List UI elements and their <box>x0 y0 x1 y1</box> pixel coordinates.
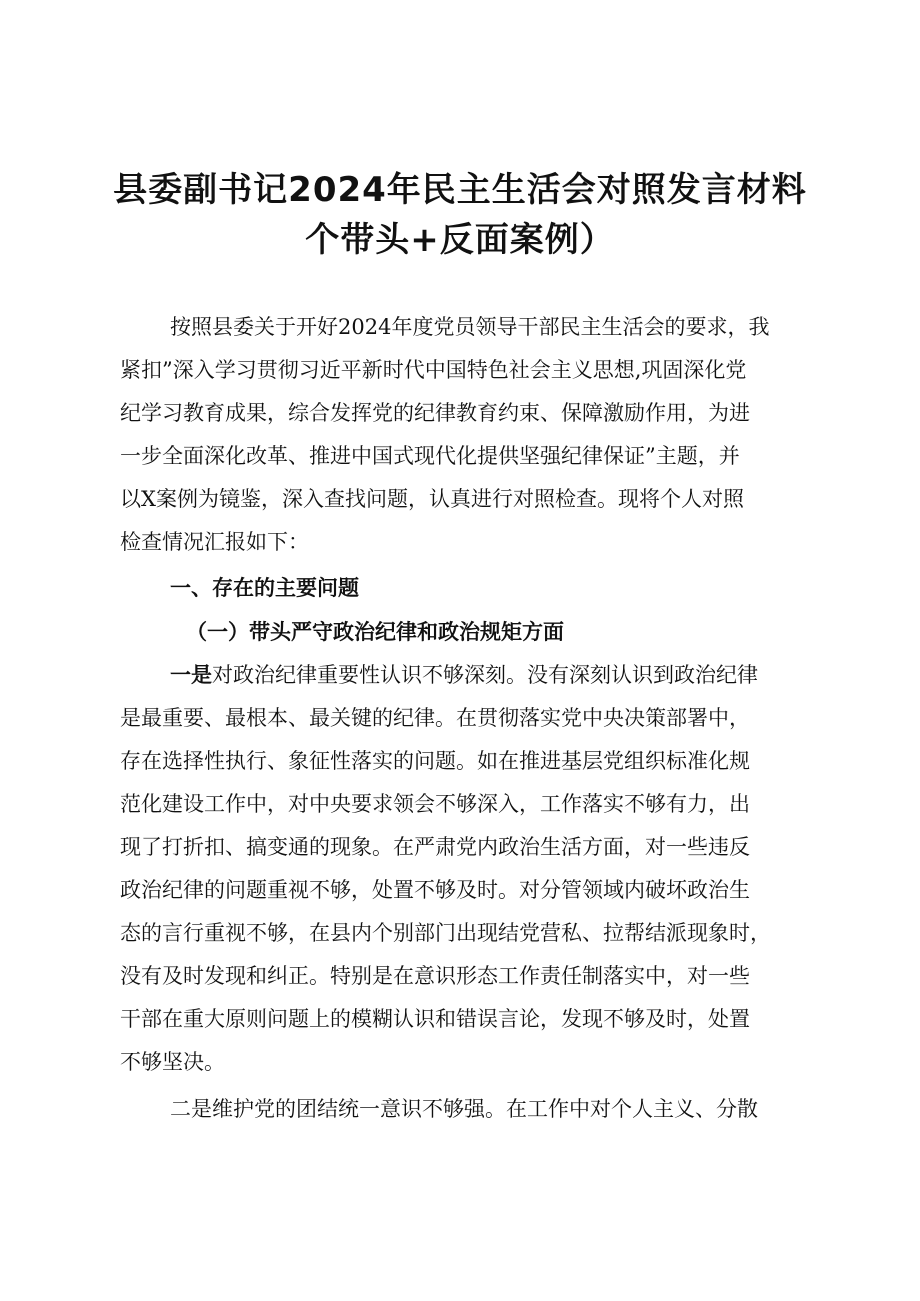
intro-line: 检查情况汇报如下： <box>120 530 309 554</box>
point-one-lead: 一是 <box>170 663 212 687</box>
intro-line: 一步全面深化改革、推进中国式现代化提供坚强纪律保证”主题，并 <box>120 444 740 468</box>
document-title-line-1: 县委副书记2024年民主生活会对照发言材料 <box>113 170 807 210</box>
point-one-text: 对政治纪律重要性认识不够深刻。没有深刻认识到政治纪律 <box>212 663 758 687</box>
point-one-line: 政治纪律的问题重视不够，处置不够及时。对分管领域内破坏政治生 <box>120 878 750 902</box>
section-heading: 一、存在的主要问题 <box>170 576 359 600</box>
point-one-line: 存在选择性执行、象征性落实的问题。如在推进基层党组织标准化规 <box>120 749 750 773</box>
point-one-line: 干部在重大原则问题上的模糊认识和错误言论，发现不够及时，处置 <box>120 1007 750 1031</box>
point-one-line: 态的言行重视不够，在县内个别部门出现结党营私、拉帮结派现象时， <box>120 921 771 945</box>
subsection-heading: （一）带头严守政治纪律和政治规矩方面 <box>186 620 564 644</box>
point-two-line: 二是维护党的团结统一意识不够强。在工作中对个人主义、分散 <box>170 1097 758 1121</box>
point-one-line: 没有及时发现和纠正。特别是在意识形态工作责任制落实中，对一些 <box>120 964 750 988</box>
point-one-line: 现了打折扣、搞变通的现象。在严肃党内政治生活方面，对一些违反 <box>120 835 750 859</box>
intro-line: 按照县委关于开好2024年度党员领导干部民主生活会的要求，我 <box>170 315 770 339</box>
intro-line: 纪学习教育成果，综合发挥党的纪律教育约束、保障激励作用，为进 <box>120 401 750 425</box>
point-one-line: 是最重要、最根本、最关键的纪律。在贯彻落实党中央决策部署中， <box>120 706 750 730</box>
point-one-line: 不够坚决。 <box>120 1050 225 1074</box>
intro-line: 紧扣”深入学习贯彻习近平新时代中国特色社会主义思想,巩固深化党 <box>120 358 747 382</box>
document-title-line-2: 个带头+反面案例） <box>305 220 615 260</box>
point-one-first-line <box>170 659 870 689</box>
intro-line: 以X案例为镜鉴，深入查找问题，认真进行对照检查。现将个人对照 <box>120 487 744 511</box>
point-one-line: 范化建设工作中，对中央要求领会不够深入，工作落实不够有力，出 <box>120 792 750 816</box>
